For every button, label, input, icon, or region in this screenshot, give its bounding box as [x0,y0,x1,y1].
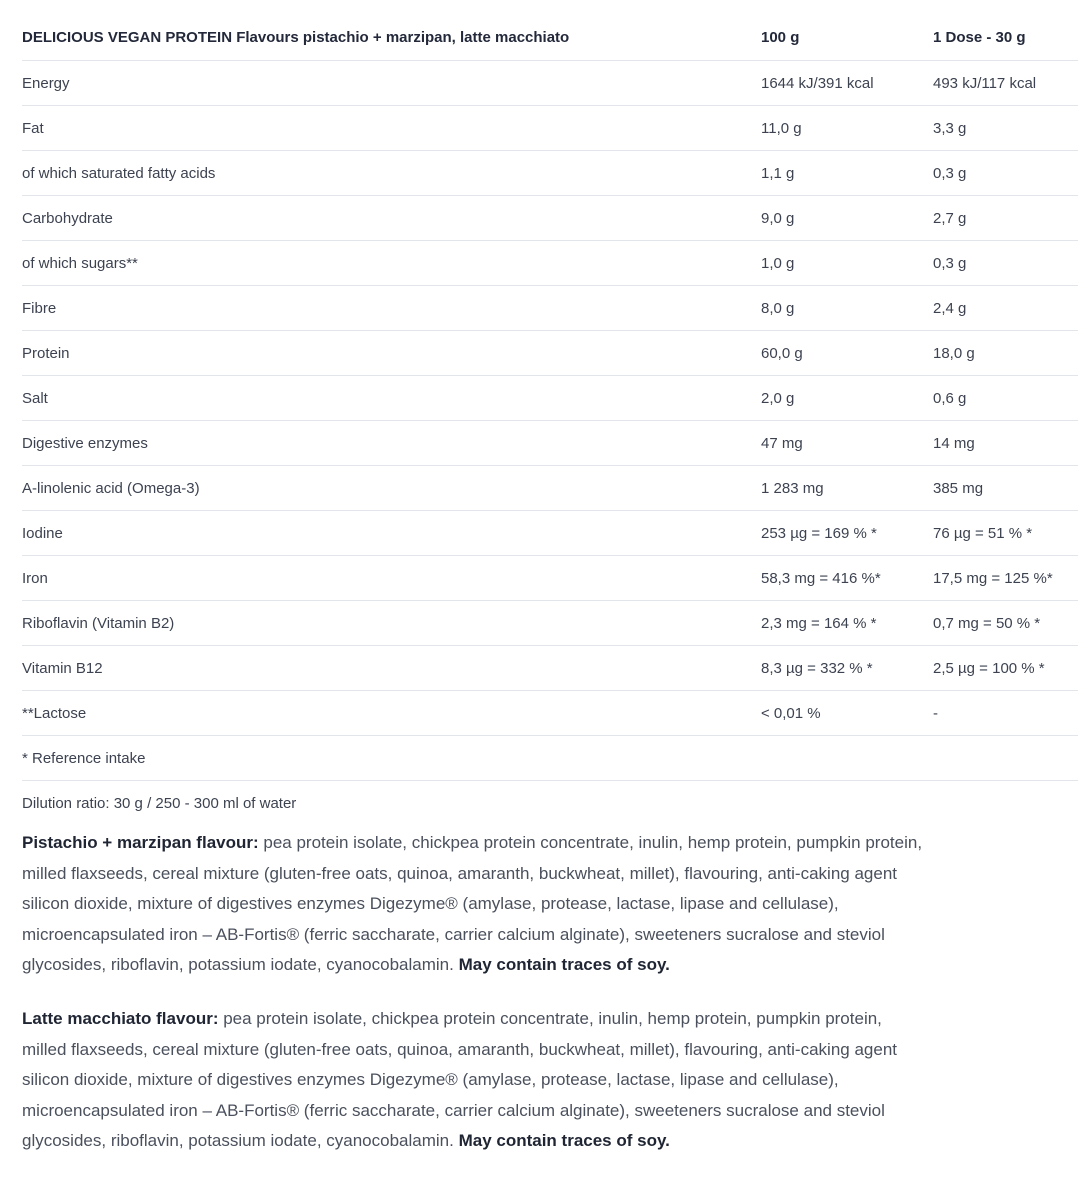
ingredients-line: microencapsulated iron – AB-Fortis® (ferric saccharate, carrier calcium alginate), sweeteners sucralose and steviol [22,1100,885,1120]
header-per-dose: 1 Dose - 30 g [933,28,1026,46]
header-per-100g: 100 g [761,28,800,46]
row-per-dose: 0,3 g [933,254,967,272]
row-per-100g: 2,3 mg = 164 % * [761,614,877,632]
ingredients-line [22,828,1082,859]
row-per-100g: 1644 kJ/391 kcal [761,74,874,92]
row-per-100g: 58,3 mg = 416 %* [761,569,881,587]
dilution-ratio-text: Dilution ratio: 30 g / 250 - 300 ml of water [22,795,297,812]
row-label: A-linolenic acid (Omega-3) [22,479,200,497]
dilution-ratio [22,781,1078,826]
row-label: of which sugars** [22,254,138,272]
allergen-warning: May contain traces of soy. [458,1131,670,1151]
row-per-dose: 0,6 g [933,389,967,407]
row-per-dose: 0,3 g [933,164,967,182]
table-row [22,601,1078,646]
header-product: DELICIOUS VEGAN PROTEIN Flavours pistachio + marzipan, latte macchiato [22,28,570,46]
ingredients-line: microencapsulated iron – AB-Fortis® (ferric saccharate, carrier calcium alginate), sweeteners sucralose and steviol [22,924,885,944]
row-label: **Lactose [22,704,87,722]
row-per-100g: 8,0 g [761,299,795,317]
row-per-dose: 385 mg [933,479,984,497]
table-row [22,421,1078,466]
table-header [22,14,1078,61]
table-row [22,691,1078,736]
ingredients-line: silicon dioxide, mixture of digestives enzymes Digezyme® (amylase, protease, lactase, lipase and cellulase), [22,894,839,914]
row-per-100g: 11,0 g [761,119,802,137]
ingredients-text: pea protein isolate, chickpea protein concentrate, inulin, hemp protein, pumpkin protein, [258,833,923,852]
table-row [22,466,1078,511]
row-per-100g: 253 µg = 169 % * [761,524,877,542]
ingredients-line: milled flaxseeds, cereal mixture (gluten-free oats, quinoa, amaranth, buckwheat, millet), flavouring, anti-caking agent [22,1039,897,1059]
ingredients-line: milled flaxseeds, cereal mixture (gluten-free oats, quinoa, amaranth, buckwheat, millet), flavouring, anti-caking agent [22,863,897,883]
ingredients-line [22,1126,1082,1157]
table-row [22,286,1078,331]
row-per-dose: 17,5 mg = 125 %* [933,569,1053,587]
ingredients-pistachio [22,828,1082,981]
row-per-100g: 1 283 mg [761,479,824,497]
row-per-dose: - [933,704,938,722]
row-per-100g: 47 mg [761,434,803,452]
row-per-dose: 3,3 g [933,119,967,137]
row-label: Vitamin B12 [22,659,103,677]
row-per-dose: 0,7 mg = 50 % * [933,614,1041,632]
row-label: Carbohydrate [22,209,113,227]
table-row [22,511,1078,556]
allergen-warning: May contain traces of soy. [458,955,670,975]
row-per-100g: 1,1 g [761,164,795,182]
row-label: of which saturated fatty acids [22,164,216,182]
row-label: Fat [22,119,44,137]
reference-intake-text: * Reference intake [22,749,146,767]
row-per-dose: 493 kJ/117 kcal [933,74,1037,92]
table-row [22,331,1078,376]
row-per-dose: 14 mg [933,434,975,452]
row-per-dose: 2,5 µg = 100 % * [933,659,1045,677]
table-row [22,556,1078,601]
ingredients-text: pea protein isolate, chickpea protein concentrate, inulin, hemp protein, pumpkin protein, [218,1009,882,1028]
row-per-100g: 60,0 g [761,344,803,362]
row-label: Fibre [22,299,57,317]
row-per-100g: 1,0 g [761,254,795,272]
table-row [22,376,1078,421]
row-per-100g: < 0,01 % [761,704,821,722]
row-per-dose: 2,7 g [933,209,967,227]
ingredients-text: glycosides, riboflavin, potassium iodate, cyanocobalamin. [22,955,459,975]
table-row [22,151,1078,196]
table-row [22,241,1078,286]
table-row [22,646,1078,691]
ingredients-line [22,950,1082,981]
row-label: Iodine [22,524,63,542]
row-per-dose: 2,4 g [933,299,967,317]
row-per-dose: 76 µg = 51 % * [933,524,1033,542]
table-row [22,106,1078,151]
ingredients-line: silicon dioxide, mixture of digestives enzymes Digezyme® (amylase, protease, lactase, lipase and cellulase), [22,1070,839,1090]
reference-intake-note [22,736,1078,781]
ingredients-title: Latte macchiato flavour: [22,1009,219,1028]
row-label: Iron [22,569,48,587]
row-per-100g: 2,0 g [761,389,795,407]
table-row [22,196,1078,241]
ingredients-text: glycosides, riboflavin, potassium iodate, cyanocobalamin. [22,1131,459,1151]
row-label: Salt [22,389,48,407]
row-per-100g: 9,0 g [761,209,795,227]
table-row [22,61,1078,106]
row-per-dose: 18,0 g [933,344,975,362]
row-label: Digestive enzymes [22,434,148,452]
row-label: Protein [22,344,70,362]
ingredients-title: Pistachio + marzipan flavour: [22,833,259,852]
row-label: Energy [22,74,70,92]
nutrition-table [22,14,1078,826]
ingredients-latte [22,1004,1082,1157]
ingredients-line [22,1004,1082,1035]
row-label: Riboflavin (Vitamin B2) [22,614,175,632]
row-per-100g: 8,3 µg = 332 % * [761,659,873,677]
